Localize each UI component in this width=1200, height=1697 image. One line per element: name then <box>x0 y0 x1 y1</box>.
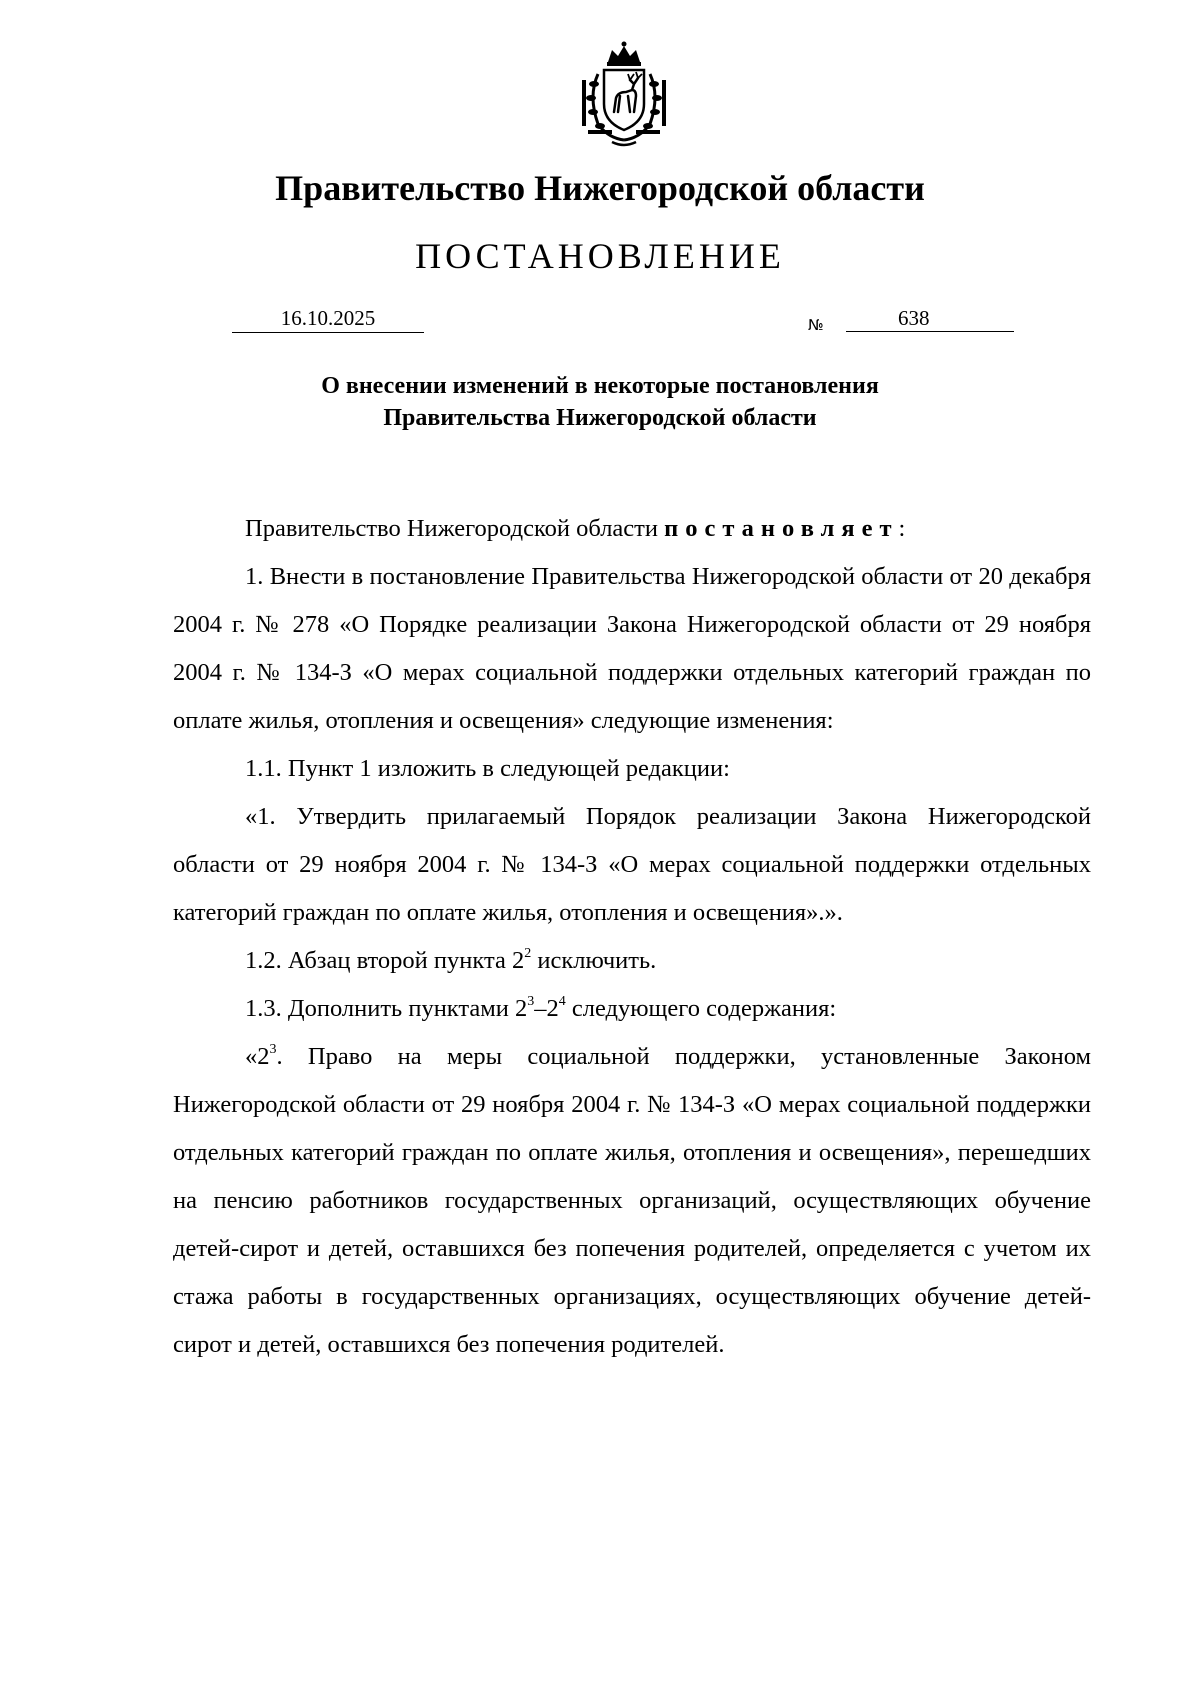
paragraph-1-3 <box>173 985 1091 1033</box>
p4-end: исключить. <box>531 947 657 974</box>
p6-text: . Право на меры социальной поддержки, установленные Законом Нижегородской области от 29 ноября 2004 г. № 134-З «О мерах социальной поддержки отдельных категорий граждан по оплате жилья, отопления и освещения», перешедших на пенсию работников государственных организаций, осуществляющих обучение детей-сирот и детей, оставшихся без попечения родителей, определяется с учетом их стажа работы в государственных организациях, осуществляющих обучение детей-сирот и детей, оставшихся без попечения родителей. <box>173 1043 1091 1358</box>
resolves-word: постановляет <box>664 515 899 542</box>
coat-of-arms-icon <box>568 40 680 152</box>
intro-text: Правительство Нижегородской области <box>245 515 665 542</box>
p4-superscript: 2 <box>524 946 532 961</box>
p5-superscript-1: 3 <box>527 994 535 1009</box>
paragraph-1-1: 1.1. Пункт 1 изложить в следующей редакции: <box>245 755 730 782</box>
p6-superscript: 3 <box>269 1042 277 1057</box>
subject-line-1: О внесении изменений в некоторые постановления <box>321 373 879 399</box>
p5-end: следующего содержания: <box>565 995 837 1022</box>
paragraph-1: 1. Внести в постановление Правительства Нижегородской области от 20 декабря 2004 г. № 278 «О Порядке реализации Закона Нижегородской области от 29 ноября 2004 г. № 134-З «О мерах социальной поддержки отдельных категорий граждан по оплате жилья, отопления и освещения» следующие изменения: <box>173 563 1091 734</box>
number-label: № <box>808 316 824 334</box>
p4-text: 1.2. Абзац второй пункта 2 <box>245 947 525 974</box>
document-number: 638 <box>846 306 1014 332</box>
p5-text: 1.3. Дополнить пунктами 2 <box>245 995 528 1022</box>
doc-type-heading: ПОСТАНОВЛЕНИЕ <box>415 236 785 276</box>
paragraph-2-3-quote <box>173 1033 1091 1369</box>
paragraph-1-1-quote: «1. Утвердить прилагаемый Порядок реализации Закона Нижегородской области от 29 ноября 2004 г. № 134-З «О мерах социальной поддержки отдельных категорий граждан по оплате жилья, отопления и освещения».». <box>173 803 1091 926</box>
document-subject <box>0 370 1200 434</box>
document-body <box>173 505 1091 1369</box>
document-date: 16.10.2025 <box>232 306 424 333</box>
subject-line-2: Правительства Нижегородской области <box>383 405 817 431</box>
paragraph-1-2 <box>173 937 1091 985</box>
p6-start: «2 <box>245 1043 270 1070</box>
p5-superscript-2: 4 <box>558 994 566 1009</box>
resolution-intro <box>173 505 1091 553</box>
p5-mid: –2 <box>534 995 559 1022</box>
org-title: Правительство Нижегородской области <box>275 168 925 208</box>
intro-colon: : <box>898 515 906 542</box>
